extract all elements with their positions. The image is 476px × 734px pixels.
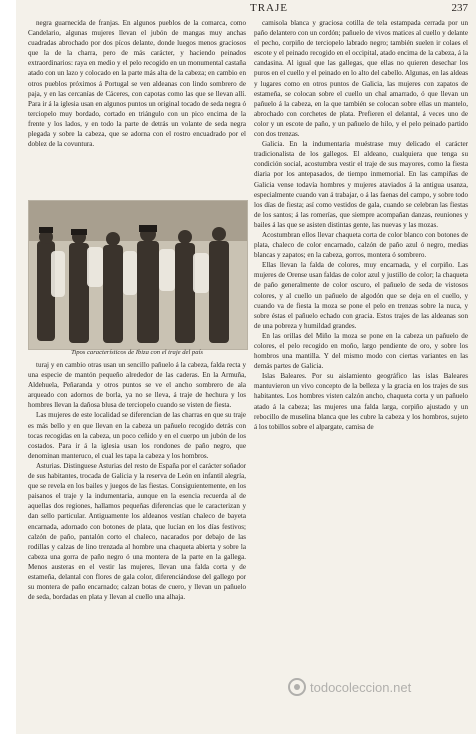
photo-caption: Tipos característicos de Ibiza con el traje del país: [71, 349, 203, 356]
paragraph: Asturias. Distinguese Asturias del resto de España por el carácter soñador de sus habitantes, trocada de Galicia y la reserva de León en infantil alegría, que se revela en los bailes y juegos de las fiestas. Consiguientemente, en los paisanos el traje y la indumentaria, aunque en la esencia recuerda al de aquellas dos regiones, hallamos pequeñas diferencias que le caracterizan y dan sello particular. Antiguamente los aldeanos vestían chaleco de bayeta encarnada, adornado con botones de plata, que lucían en los días festivos; calzón de paño, pantalón corto el chaleco, nacarados por debajo de las rodillas y calzas de lino trenzada al hombre una chaqueta abierta y sobre la cabeza una gorra de paño negro ó una montera de la parte en la gallega. Menos austeras en el vestir las mujeres, llevan una falda corta y de estameña, delantal con flores de gala color, diferenciándose del gallego por su montera de paño encarnado; calzan botas de cuero, y llevan un pañuelo de seda, bordadas en plata y llevan al cuello una alhaja.: [28, 461, 246, 602]
paragraph: Ellas llevan la falda de colores, muy encarnada, y el corpiño. Las mujeres de Orense usan faldas de color azul y justillo de color; la chaqueta de paño generalmente de color oscuro, el pañuelo de seda de vistosos colores, y al cuello un pañuelo de algodón que se deja en el cuello, y cuando va de fiesta la moza se pone el pelo en trenzas sobre la nuca, y sobre éstas el pañuelo echado con gracia. Estos trajes de las aldeanas son de una pobreza y humildad grandes.: [254, 261, 468, 330]
left-column-top: [28, 18, 246, 198]
document-page: [16, 0, 476, 734]
svg-text:todocoleccion.net: todocoleccion.net: [310, 680, 412, 695]
running-title: TRAJE: [250, 2, 288, 14]
paragraph: negra guarnecida de franjas. En algunos pueblos de la comarca, como Candelario, algunas mujeres llevan el jubón de mangas muy anchas cuadradas abrochado por dos pícos delante, donde luegos menos graciosos que la de la charra, pero de más carácter, y haciendo peinados extraordinarios: raya en medio y el pelo recogido en un monumental castaña atado con un lazo y colocado en la parte más alta de la cabeza; en cambio en otros pueblos próximos á Portugal se ven aldeanas con lindo sombrero de paja, y en las cercanías de Cáceres, con capotas como las que se llevan allí. Para ir á la iglesia usan en algunos puntos un original tocado de seda negra ó terciopelo muy bordado, cortado en triángulo con un pico encima de la frente y los lados, y en todo la parte de detrás un volante de seda negra plegada y sobre la cabeza, que se adorna con el rostro encuadrado por el doblez de la covuntura.: [28, 19, 246, 149]
running-header: [16, 2, 476, 18]
left-column-bottom: [28, 360, 246, 714]
right-column: [254, 18, 468, 718]
paragraph: turaj y en cambio otras usan un sencillo pañuelo á la cabeza, falda recta y una especie de mantón pequeño alrededor de las caderas. En la Armuña, Aldehuela, Peñaranda y otros puntos se ve el ancho sombrero de ala arqueado con adornos de borla, ya no se lleva, á traje de hechura y los hombres llevan la dañosa blusa de terciopelo cuando se visten de fiesta.: [28, 361, 246, 410]
paragraph: Galicia. En la indumentaria muéstrase muy delicado el carácter tradicionalista de los gallegos. El aldeano, cualquiera que tenga su condición social, acostumbra vestir el traje de sus mayores, como la fiesta diaria por los antepasados, de tiempo inmemorial. En las campiñas de Galicia vense todavía hombres y mujeres ataviados á la antigua usanza, especialmente cuando van á trabajar, o á las faenas del campo, y sobre todo los días de fiesta; así como vestidos de gala, cuando se celebran las fiestas de los santos; á las romerías, que siempre acompañan danzas, reuniones y bailes á las que se asisten distintas gente, las nuevas y las mozas.: [254, 140, 468, 229]
page-number: 237: [451, 2, 468, 14]
costume-photo: [28, 200, 248, 350]
paragraph: En las orillas del Miño la moza se pone en la cabeza un pañuelo de colores, el pelo recogido en moño, largo pendiente de oro, y sobre los hombros una mantilla. Y del mismo modo con ciertas variantes en las demás partes de Galicia.: [254, 331, 468, 371]
watermark-logo: [286, 676, 462, 698]
paragraph: camisola blanca y graciosa cotilla de tela estampada cerrada por un paño delantero con un cordón; pañuelo de vivos matices al cuello y delante el pecho, corpiño de terciopelo labrado negro; también suelen ir colaes el escote y el peinado recogido en el occipital, atado encima de la cabeza, á la candasina. Al igual que las gallegas, que ellas no quieren desechar los puros en el cuello y el peinado en lo alto del cabello. Algunas, en las aldeas y lugares como en otros puntos de Galicia, las mujeres con zapatos de estameña, se colocan sobre el cuello un chal amarrado, ó que llevan un pañuelo á la cabeza, en la que también se colocan sobre ellas un mantelo, abrochado con corchetes de plata. Prefieren el delantal, á veces uno de color y un escote de paño, y un pañuelo de hilo, y el pelo peinado partido con dos trenzas.: [254, 19, 468, 139]
paragraph: Acostumbran ellos llevar chaqueta corta de color blanco con botones de plata, chaleco de color encarnado, calzón de paño azul ó negro, medias blancas y zapatos; en la cabeza, gorros, montera ó sombrero.: [254, 230, 468, 260]
paragraph: Islas Baleares. Por su aislamiento geográfico las islas Baleares mantuvieron un vivo concepto de la belleza y la gracia en los trajes de sus habitantes. Los hombres visten calzón ancho, chaqueta corta y un pañuelo atado á la cabeza; las mujeres una falda larga, corpiño ajustado y un rebocillo de muselina blanca que les cubre la cabeza y los hombros, sujeto á los tobillos sobre el alpargate, camisa de: [254, 372, 468, 431]
paragraph: Las mujeres de este localidad se diferencian de las charras en que su traje es más bello y en que llevan en la cabeza un pañuelo recogido detrás con tocas recogidas en la cabeza, un poco ceñido y en el cuerpo un jubón de los costados. Para ir á la iglesia usan los rondones de paño negro, que denominan manteruco, el cual les tapa la cabeza y los hombros.: [28, 411, 246, 460]
